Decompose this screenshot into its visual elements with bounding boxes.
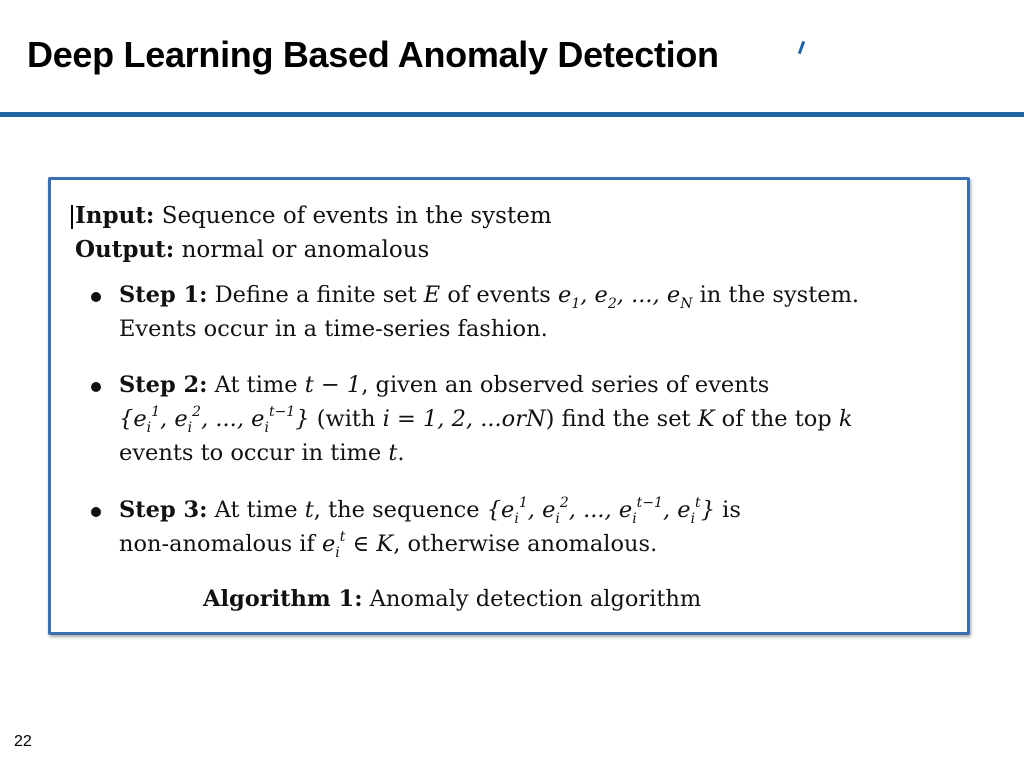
output-label: Output:: [75, 236, 175, 263]
step-2-period: .: [397, 440, 405, 466]
step-3-text-5: , otherwise anomalous.: [393, 531, 658, 557]
algorithm-box: [48, 177, 970, 635]
title-divider: [0, 112, 1024, 117]
step-2-line-1: [119, 368, 853, 402]
step-3-line-2: [119, 527, 741, 561]
step-2-line-3: [119, 436, 853, 470]
step-3-math-in-k: $e_i^t$ ∈ K: [321, 529, 394, 561]
step-1: [119, 278, 859, 346]
output-line: [75, 236, 429, 263]
step-1-text-2: of events: [440, 282, 558, 308]
step-2-var-k: K: [697, 406, 715, 432]
step-2-text-5: of the top: [714, 406, 839, 432]
step-1-line-2: Events occur in a time-series fashion.: [119, 316, 548, 342]
step-2-text-3: (with: [309, 406, 383, 432]
step-3-var-t: t: [304, 497, 314, 523]
bullet-icon: [91, 292, 101, 302]
step-1-line-1: [119, 278, 859, 312]
step-3-text: At time: [207, 497, 305, 523]
step-2-var-t: t: [388, 440, 398, 466]
step-2-text-6: events to occur in time: [119, 440, 389, 466]
step-1-text: Define a finite set: [207, 282, 424, 308]
step-1-math: $e_1$, $e_2$, ..., $e_N$: [558, 282, 693, 312]
step-2-var-small-k: k: [838, 406, 853, 432]
step-3-text-4: non-anomalous if: [119, 531, 322, 557]
step-2-text: At time: [207, 372, 305, 398]
bullet-icon: [91, 382, 101, 392]
slide-title: Deep Learning Based Anomaly Detection: [27, 34, 719, 75]
step-1-text-3: in the system.: [692, 282, 860, 308]
step-1-var-e: E: [423, 282, 441, 308]
step-3-text-2: , the sequence: [313, 497, 487, 523]
step-2-math-series: {$e_i^1$, $e_i^2$, ..., $e_i^{t-1}$}: [119, 404, 310, 436]
step-1-label: Step 1:: [119, 282, 208, 308]
input-text: Sequence of events in the system: [154, 203, 552, 229]
step-2-text-2: , given an observed series of events: [361, 372, 770, 398]
step-2-math-i: i = 1, 2, ...orN: [382, 406, 546, 432]
step-2: [119, 368, 853, 470]
step-3: [119, 493, 741, 561]
step-3-text-3: is: [715, 497, 741, 523]
step-3-label: Step 3:: [119, 497, 208, 523]
input-label: Input:: [75, 202, 155, 229]
input-line: [75, 202, 552, 229]
page-number: 22: [14, 733, 32, 750]
step-3-line-1: [119, 493, 741, 527]
bullet-icon: [91, 507, 101, 517]
algorithm-caption: [203, 586, 701, 612]
output-text: normal or anomalous: [174, 237, 430, 263]
step-3-math-sequence: {$e_i^1$, $e_i^2$, ..., $e_i^{t-1}$, $e_i^t$}: [486, 495, 716, 527]
caption-label: Algorithm 1:: [203, 586, 363, 612]
text-cursor: [71, 205, 73, 229]
step-2-math-t: t − 1: [304, 372, 362, 398]
caption-text: Anomaly detection algorithm: [362, 586, 702, 612]
decorative-tick-mark: [798, 41, 805, 54]
step-2-line-2: [119, 402, 853, 436]
step-2-text-4: ) find the set: [545, 406, 698, 432]
step-2-label: Step 2:: [119, 372, 208, 398]
